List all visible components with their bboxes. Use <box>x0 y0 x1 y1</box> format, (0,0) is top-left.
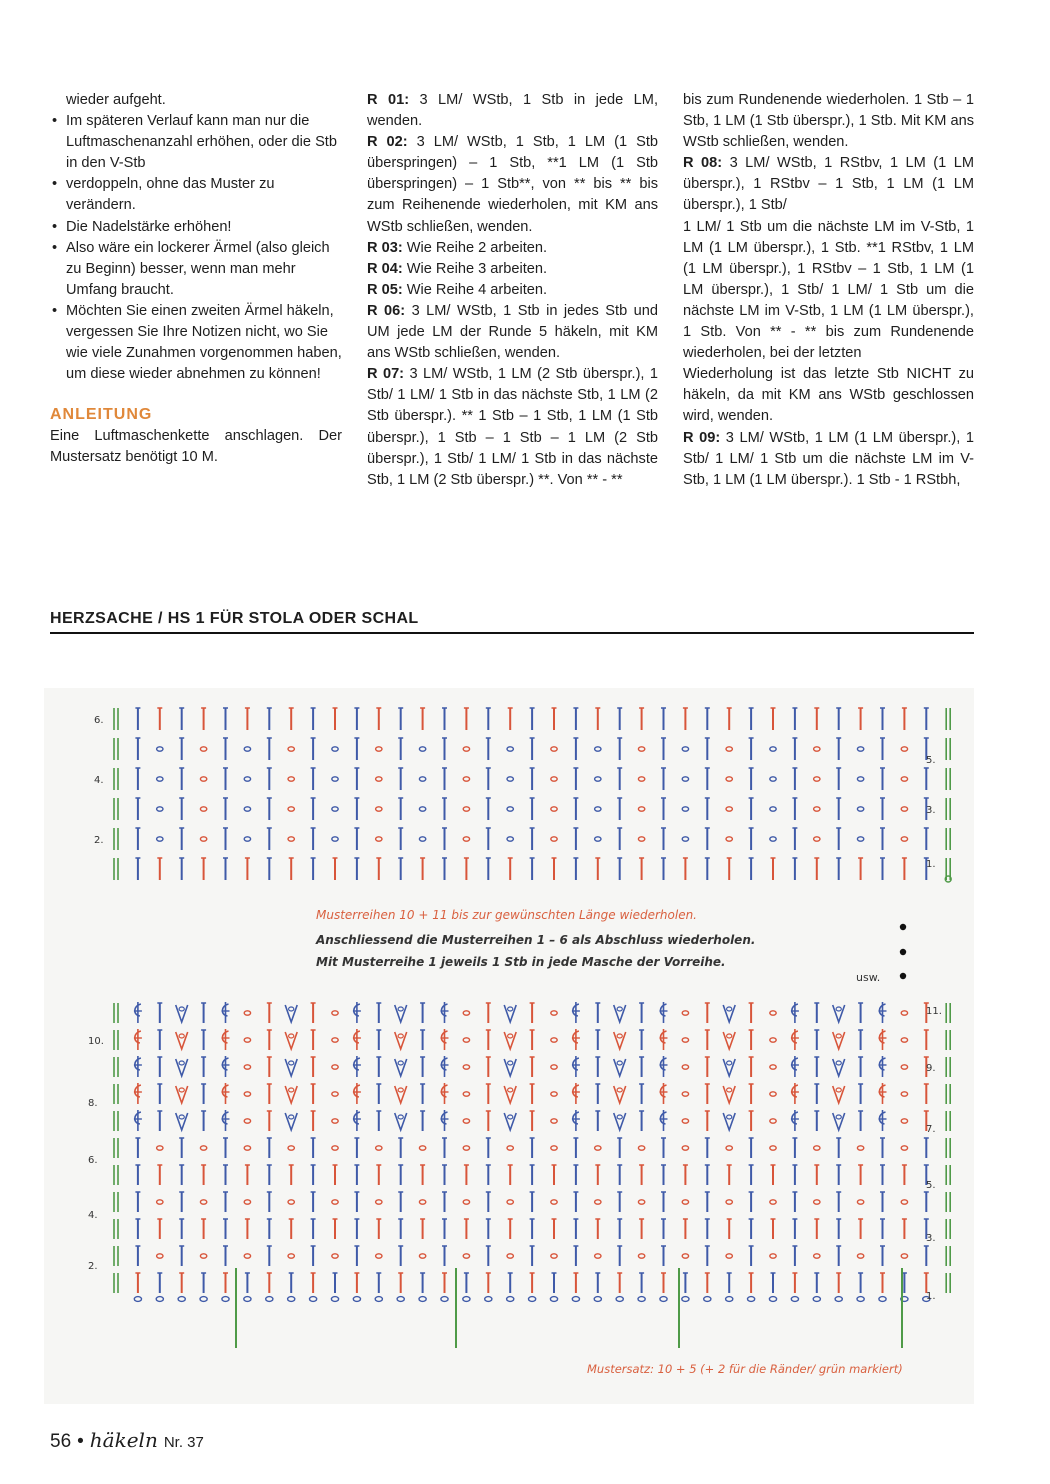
row-8-continued: 1 LM/ 1 Stb um die nächste LM im V-Stb, 1 LM (1 LM überspr.), 1 Stb. **1 RStbv, 1 LM (1 LM überspr.), 1 RStbv – 1 Stb, 1 LM (1 LM überspr.), 1 Stb/ 1 LM/ 1 Stb um die nächste LM im V-Stb, 1 LM (1 LM überspr.), 1 Stb. Von ** - ** bis zum Rundenende wiederholen, bei der letzten <box>683 218 974 362</box>
chain-mark <box>595 1254 601 1258</box>
chain-mark <box>682 837 688 841</box>
chain-mark <box>157 747 163 751</box>
magazine-name: häkeln <box>89 1428 158 1452</box>
chain-mark <box>551 807 557 811</box>
chain-mark <box>901 1119 907 1123</box>
row-label-left: 8. <box>88 1098 98 1109</box>
row-instruction: R 08: 3 LM/ WStb, 1 RStbv, 1 LM (1 LM überspr.), 1 RStbv – 1 Stb, 1 LM (1 LM überspr.), 1 Stb/ <box>683 155 975 214</box>
chain-mark <box>463 1038 469 1042</box>
chain-mark <box>332 1038 338 1042</box>
row-label-right: 1. <box>926 859 936 870</box>
chain-mark <box>814 747 820 751</box>
foundation-chain-mark <box>485 1297 492 1302</box>
chain-mark <box>901 1200 907 1204</box>
chain-mark <box>288 807 294 811</box>
text-column-1 <box>50 90 342 469</box>
chain-mark <box>857 747 863 751</box>
foundation-chain-mark <box>748 1297 755 1302</box>
chain-mark <box>638 807 644 811</box>
row-instruction: R 03: Wie Reihe 2 arbeiten. <box>367 239 548 256</box>
chain-mark <box>638 777 644 781</box>
foundation-chain-mark <box>134 1297 141 1302</box>
foundation-chain-mark <box>156 1297 163 1302</box>
crochet-chart <box>44 688 974 1404</box>
tip-item: • Also wäre ein lockerer Ärmel (also gleich zu Beginn) besser, wenn man mehr Umfang braucht. <box>52 239 330 298</box>
chain-mark <box>901 747 907 751</box>
chain-mark <box>288 1200 294 1204</box>
chain-mark <box>682 777 688 781</box>
chain-mark <box>288 747 294 751</box>
chain-mark <box>157 807 163 811</box>
chain-mark <box>376 1146 382 1150</box>
chain-mark <box>200 1200 206 1204</box>
chain-mark <box>332 1200 338 1204</box>
chain-mark <box>551 1092 557 1096</box>
chain-mark <box>770 1011 776 1015</box>
chain-mark <box>551 1200 557 1204</box>
chain-mark <box>332 837 338 841</box>
chain-mark <box>682 1254 688 1258</box>
foundation-chain-mark <box>638 1297 645 1302</box>
row-label-left: 4. <box>94 775 104 786</box>
chain-mark <box>244 1146 250 1150</box>
tip-item: • verdoppeln, ohne das Muster zu verändern. <box>52 176 275 214</box>
chain-mark <box>507 837 513 841</box>
chain-mark <box>814 837 820 841</box>
row-label-left: 2. <box>88 1261 98 1272</box>
chain-mark <box>814 777 820 781</box>
foundation-chain-mark <box>529 1297 536 1302</box>
chain-mark <box>288 837 294 841</box>
chain-mark <box>901 1065 907 1069</box>
chain-mark <box>638 837 644 841</box>
chain-mark <box>463 747 469 751</box>
chain-mark <box>200 837 206 841</box>
chain-mark <box>551 1011 557 1015</box>
chain-mark <box>682 807 688 811</box>
chain-mark <box>770 807 776 811</box>
foundation-chain-mark <box>200 1297 207 1302</box>
chain-mark <box>332 1119 338 1123</box>
foundation-chain-mark <box>375 1297 382 1302</box>
tip-item: • Möchten Sie einen zweiten Ärmel häkeln, vergessen Sie Ihre Notizen nicht, wo Sie wie viele Zunahmen vorgenommen haben, um diese wieder abnehmen zu können! <box>52 302 342 383</box>
foundation-chain-mark <box>572 1297 579 1302</box>
chain-mark <box>770 1254 776 1258</box>
chain-mark <box>682 1200 688 1204</box>
chain-mark <box>638 1254 644 1258</box>
chain-mark <box>857 777 863 781</box>
foundation-chain-mark <box>288 1297 295 1302</box>
chain-mark <box>901 807 907 811</box>
chain-mark <box>200 1146 206 1150</box>
row-instruction: R 09: 3 LM/ WStb, 1 LM (1 LM überspr.), 1 Stb/ 1 LM/ 1 Stb um die nächste LM im V-Stb, 1 LM (1 LM überspr.). 1 Stb - 1 RStbh, <box>683 429 974 488</box>
chain-mark <box>682 747 688 751</box>
page-number: 56 <box>50 1431 72 1452</box>
chain-mark <box>244 1119 250 1123</box>
chain-mark <box>507 1254 513 1258</box>
foundation-chain-mark <box>419 1297 426 1302</box>
chain-mark <box>770 837 776 841</box>
chain-mark <box>376 1254 382 1258</box>
chart-note-repeat: Musterreihen 10 + 11 bis zur gewünschten Länge wiederholen. <box>316 908 697 922</box>
chain-mark <box>857 837 863 841</box>
chain-mark <box>288 1146 294 1150</box>
chain-mark <box>244 1011 250 1015</box>
foundation-chain-mark <box>331 1297 338 1302</box>
tips-list <box>50 111 342 385</box>
foundation-chain-mark <box>463 1297 470 1302</box>
foundation-chain-mark <box>879 1297 886 1302</box>
chain-mark <box>376 837 382 841</box>
chain-mark <box>770 1119 776 1123</box>
foundation-chain-mark <box>616 1297 623 1302</box>
row-label-left: 6. <box>88 1155 98 1166</box>
chain-mark <box>244 1254 250 1258</box>
chart-top-grid <box>114 708 951 882</box>
chain-mark <box>638 1200 644 1204</box>
foundation-chain-mark <box>791 1297 798 1302</box>
chain-mark <box>901 837 907 841</box>
chain-mark <box>332 1011 338 1015</box>
row-label-right: 9. <box>926 1063 936 1074</box>
chain-mark <box>551 1146 557 1150</box>
footer-separator: • <box>77 1431 84 1452</box>
foundation-chain-mark <box>704 1297 711 1302</box>
row-7-continued: bis zum Rundenende wiederholen. 1 Stb – 1 Stb, 1 LM (1 Stb überspr.), 1 Stb. Mit KM ans WStb schließen, wenden. <box>683 92 974 151</box>
chain-mark <box>244 1092 250 1096</box>
chart-bottom-grid <box>114 1002 950 1348</box>
chain-mark <box>814 1254 820 1258</box>
chain-mark <box>419 837 425 841</box>
chain-mark <box>463 837 469 841</box>
tip-item: • Die Nadelstärke erhöhen! <box>50 217 342 238</box>
chain-mark <box>726 837 732 841</box>
chain-mark <box>901 1011 907 1015</box>
chain-mark <box>770 1038 776 1042</box>
chain-mark <box>726 1254 732 1258</box>
foundation-chain-mark <box>769 1297 776 1302</box>
chain-mark <box>332 747 338 751</box>
foundation-chain-mark <box>682 1297 689 1302</box>
foundation-chain-mark <box>244 1297 251 1302</box>
foundation-chain-mark <box>178 1297 185 1302</box>
chain-mark <box>244 1065 250 1069</box>
chain-mark <box>376 747 382 751</box>
chain-mark <box>507 1200 513 1204</box>
crochet-chart-diagram <box>44 688 974 1404</box>
row-label-right: 1. <box>926 1291 936 1302</box>
chain-mark <box>726 1200 732 1204</box>
instructions-intro: Eine Luftmaschenkette anschlagen. Der Mustersatz benötigt 10 M. <box>50 428 342 466</box>
foundation-chain-mark <box>726 1297 733 1302</box>
chain-mark <box>901 777 907 781</box>
chain-mark <box>814 807 820 811</box>
chain-mark <box>857 1146 863 1150</box>
chain-mark <box>726 1146 732 1150</box>
continuation-dot <box>900 924 906 930</box>
chain-mark <box>332 1254 338 1258</box>
chain-mark <box>244 837 250 841</box>
chain-mark <box>419 777 425 781</box>
text-column-3 <box>683 90 974 491</box>
chain-mark <box>157 1146 163 1150</box>
chain-mark <box>595 1146 601 1150</box>
tip-item: • Im späteren Verlauf kann man nur die Luftmaschenanzahl erhöhen, oder die Stb in den V-Stb <box>52 113 337 172</box>
chain-mark <box>332 1065 338 1069</box>
chain-mark <box>332 807 338 811</box>
issue-number: Nr. 37 <box>163 1434 204 1451</box>
continuation-dot <box>900 973 906 979</box>
continuation-dot <box>900 949 906 955</box>
chain-mark <box>244 777 250 781</box>
chain-mark <box>157 777 163 781</box>
chain-mark <box>244 747 250 751</box>
foundation-chain-mark <box>441 1297 448 1302</box>
section-title: HERZSACHE / HS 1 FÜR STOLA ODER SCHAL <box>50 610 974 634</box>
foundation-chain-mark <box>266 1297 273 1302</box>
bullet-icon: • <box>52 218 58 235</box>
chain-mark <box>682 1119 688 1123</box>
chain-mark <box>682 1011 688 1015</box>
chain-mark <box>463 1254 469 1258</box>
chain-mark <box>244 807 250 811</box>
row-instruction: R 01: 3 LM/ WStb, 1 Stb in jede LM, wenden. <box>367 92 659 130</box>
row-instruction: R 07: 3 LM/ WStb, 1 LM (2 Stb überspr.), 1 Stb/ 1 LM/ 1 Stb in das nächste Stb, 1 LM (2 Stb überspr.). ** 1 Stb – 1 Stb, 1 LM (1 Stb überspr.), 1 Stb – 1 Stb – 1 LM (2 Stb überspr.), 1 Stb/ 1 LM/ 1 Stb in das nächste Stb, 1 LM (2 Stb überspr.) **. Von ** - ** <box>367 366 659 488</box>
row-label-right: 3. <box>926 1233 936 1244</box>
chain-mark <box>814 1200 820 1204</box>
chain-mark <box>770 1092 776 1096</box>
chain-mark <box>332 1092 338 1096</box>
chain-mark <box>463 1119 469 1123</box>
row-instruction: R 05: Wie Reihe 4 arbeiten. <box>367 281 548 298</box>
foundation-chain-mark <box>813 1297 820 1302</box>
chain-mark <box>901 1146 907 1150</box>
chain-mark <box>200 747 206 751</box>
chain-mark <box>200 1254 206 1258</box>
chain-mark <box>595 777 601 781</box>
chain-mark <box>901 1254 907 1258</box>
chain-mark <box>770 1065 776 1069</box>
chain-mark <box>507 747 513 751</box>
row-label-left: 4. <box>88 1210 98 1221</box>
bullet-icon: • <box>52 239 58 256</box>
foundation-chain-mark <box>857 1297 864 1302</box>
chain-mark <box>770 1146 776 1150</box>
foundation-chain-mark <box>222 1297 229 1302</box>
row-label-right: 7. <box>926 1124 936 1135</box>
foundation-chain-mark <box>507 1297 514 1302</box>
chain-mark <box>726 747 732 751</box>
chain-mark <box>507 777 513 781</box>
chain-mark <box>770 747 776 751</box>
chain-mark <box>595 837 601 841</box>
chain-mark <box>638 747 644 751</box>
chain-mark <box>419 1254 425 1258</box>
chain-mark <box>595 747 601 751</box>
chart-note-finish: Anschliessend die Musterreihen 1 – 6 als Abschluss wiederholen. <box>316 933 756 947</box>
row-instruction: R 02: 3 LM/ WStb, 1 Stb, 1 LM (1 Stb überspringen) – 1 Stb, **1 LM (1 Stb überspringen) – 1 Stb**, von ** bis ** bis zum Reihenende wiederholen, mit KM ans WStb schließen, wenden. <box>367 134 659 235</box>
foundation-chain-mark <box>594 1297 601 1302</box>
foundation-chain-mark <box>835 1297 842 1302</box>
chain-mark <box>463 1092 469 1096</box>
chain-mark <box>551 837 557 841</box>
chain-mark <box>376 807 382 811</box>
chain-mark <box>857 1254 863 1258</box>
row-label-right: 5. <box>926 755 936 766</box>
chain-mark <box>288 1254 294 1258</box>
row-instruction: R 04: Wie Reihe 3 arbeiten. <box>367 260 548 277</box>
chain-mark <box>901 1038 907 1042</box>
chain-mark <box>507 807 513 811</box>
chain-mark <box>901 1092 907 1096</box>
chain-mark <box>726 807 732 811</box>
chart-note-row1: Mit Musterreihe 1 jeweils 1 Stb in jede Masche der Vorreihe. <box>316 955 726 969</box>
chain-mark <box>682 1146 688 1150</box>
chain-mark <box>376 777 382 781</box>
usw-label: usw. <box>856 971 881 984</box>
chain-mark <box>419 1146 425 1150</box>
chain-mark <box>551 1119 557 1123</box>
chain-mark <box>463 777 469 781</box>
chain-mark <box>551 1038 557 1042</box>
chain-mark <box>551 1254 557 1258</box>
row-label-right: 5. <box>926 1180 936 1191</box>
row-label-left: 2. <box>94 835 104 846</box>
chain-mark <box>682 1038 688 1042</box>
chain-mark <box>332 1146 338 1150</box>
chain-mark <box>857 1200 863 1204</box>
col1-lead: wieder aufgeht. <box>66 92 166 108</box>
chain-mark <box>726 777 732 781</box>
row-label-right: 11. <box>926 1006 942 1017</box>
chain-mark <box>595 1200 601 1204</box>
chain-mark <box>463 807 469 811</box>
chain-mark <box>244 1038 250 1042</box>
chain-mark <box>551 1065 557 1069</box>
row-label-left: 6. <box>94 715 104 726</box>
chain-mark <box>332 777 338 781</box>
foundation-chain-mark <box>660 1297 667 1302</box>
instructions-heading: ANLEITUNG <box>50 406 153 424</box>
bullet-icon: • <box>52 302 58 319</box>
chain-mark <box>463 1200 469 1204</box>
chain-mark <box>638 1146 644 1150</box>
chain-mark <box>376 1200 382 1204</box>
chain-mark <box>157 1254 163 1258</box>
bullet-icon: • <box>52 176 58 193</box>
foundation-chain-mark <box>310 1297 317 1302</box>
chain-mark <box>157 1200 163 1204</box>
chain-mark <box>682 1065 688 1069</box>
chain-mark <box>463 1146 469 1150</box>
chain-mark <box>200 807 206 811</box>
chain-mark <box>507 1146 513 1150</box>
chain-mark <box>682 1092 688 1096</box>
chain-mark <box>551 747 557 751</box>
foundation-chain-mark <box>397 1297 404 1302</box>
chain-mark <box>288 777 294 781</box>
chain-mark <box>551 777 557 781</box>
chain-mark <box>419 807 425 811</box>
chain-mark <box>595 807 601 811</box>
pattern-repeat-caption: Mustersatz: 10 + 5 (+ 2 für die Ränder/ grün markiert) <box>587 1362 903 1376</box>
text-column-2 <box>367 90 658 491</box>
row-label-right: 3. <box>926 805 936 816</box>
chain-mark <box>463 1011 469 1015</box>
row-8-end: Wiederholung ist das letzte Stb NICHT zu häkeln, da mit KM ans WStb geschlossen wird, wenden. <box>683 366 974 425</box>
row-instruction: R 06: 3 LM/ WStb, 1 Stb in jedes Stb und UM jede LM der Runde 5 häkeln, mit KM ans WStb schließen, wenden. <box>367 302 658 362</box>
foundation-chain-mark <box>550 1297 557 1302</box>
bullet-icon: • <box>52 113 58 130</box>
chain-mark <box>463 1065 469 1069</box>
chain-mark <box>814 1146 820 1150</box>
chain-mark <box>157 837 163 841</box>
row-label-left: 10. <box>88 1036 104 1047</box>
page-footer <box>50 1428 204 1453</box>
chain-mark <box>419 747 425 751</box>
chain-mark <box>770 1200 776 1204</box>
foundation-chain-mark <box>353 1297 360 1302</box>
chain-mark <box>244 1200 250 1204</box>
chain-mark <box>200 777 206 781</box>
chain-mark <box>770 777 776 781</box>
chain-mark <box>419 1200 425 1204</box>
chain-mark <box>857 807 863 811</box>
